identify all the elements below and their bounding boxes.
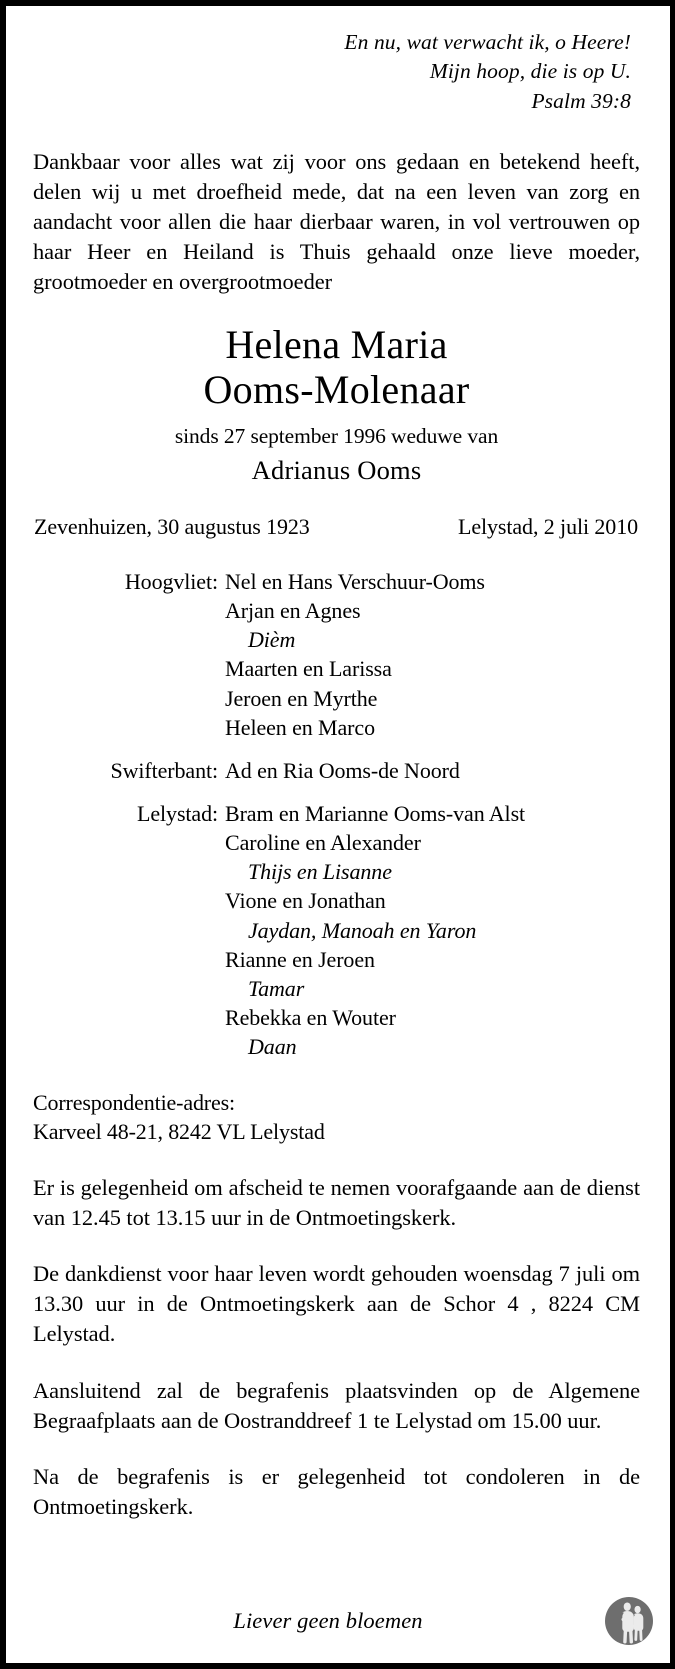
family-member-name: Maarten en Larissa bbox=[225, 656, 392, 682]
family-group bbox=[33, 799, 640, 1061]
flowers-note: Liever geen bloemen bbox=[233, 1608, 423, 1633]
psalm-quote bbox=[33, 28, 640, 116]
family-member-name: Caroline en Alexander bbox=[225, 830, 421, 856]
family-member-name: Rebekka en Wouter bbox=[225, 1004, 396, 1030]
intro-paragraph: Dankbaar voor alles wat zij voor ons gedaan en betekend heeft, delen wij u met droefheid mede, dat na een leven van zorg en aandacht voor allen die haar dierbaar waren, in vol vertrouwen op haar Heer en Heiland is Thuis gehaald onze lieve moeder, grootmoeder en overgrootmoeder bbox=[33, 148, 640, 295]
deceased-surname: Ooms-Molenaar bbox=[203, 367, 470, 413]
obituary-body bbox=[6, 6, 670, 1522]
widow-line: sinds 27 september 1996 weduwe van bbox=[174, 424, 499, 448]
correspondence-address-line: Karveel 48-21, 8242 VL Lelystad bbox=[33, 1119, 325, 1145]
correspondence-address bbox=[33, 1089, 640, 1147]
family-grandchild-name: Jaydan, Manoah en Yaron bbox=[248, 917, 477, 943]
notice-list bbox=[33, 1173, 640, 1522]
family-group bbox=[33, 756, 640, 785]
family-member-name: Jeroen en Myrthe bbox=[225, 685, 378, 711]
family-member-name: Vione en Jonathan bbox=[225, 888, 386, 914]
family-names bbox=[225, 799, 525, 1061]
family-city-label: Lelystad: bbox=[137, 800, 218, 826]
correspondence-label: Correspondentie-adres: bbox=[33, 1090, 235, 1116]
family-group bbox=[33, 567, 640, 742]
psalm-reference: Psalm 39:8 bbox=[531, 89, 631, 114]
deceased-first-names: Helena Maria bbox=[225, 322, 448, 368]
embracing-figures-logo bbox=[602, 1594, 656, 1648]
family-member-name: Nel en Hans Verschuur-Ooms bbox=[225, 569, 485, 594]
family-city-label: Hoogvliet: bbox=[124, 569, 218, 594]
psalm-line-1: En nu, wat verwacht ik, o Heere! bbox=[344, 30, 631, 54]
family-grandchild-name: Thijs en Lisanne bbox=[248, 859, 392, 885]
lifespan-line bbox=[33, 514, 640, 540]
family-grandchild-name: Tamar bbox=[248, 975, 305, 1001]
deceased-name-block bbox=[33, 323, 640, 486]
family-list bbox=[33, 567, 640, 1061]
notice-dankdienst: De dankdienst voor haar leven wordt gehouden woensdag 7 juli om 13.30 uur in de Ontmoetingskerk aan de Schor 4 , 8224 CM Lelystad. bbox=[33, 1261, 640, 1347]
family-grandchild-name: Dièm bbox=[248, 627, 296, 653]
birth-place-date: Zevenhuizen, 30 augustus 1923 bbox=[34, 514, 310, 539]
family-city-label: Swifterbant: bbox=[110, 757, 218, 783]
family-names bbox=[225, 567, 485, 742]
notice-afscheid-nemen: Er is gelegenheid om afscheid te nemen voorafgaande aan de dienst van 12.45 tot 13.15 uur in de Ontmoetingskerk. bbox=[33, 1174, 640, 1230]
notice-condoleren: Na de begrafenis is er gelegenheid tot condoleren in de Ontmoetingskerk. bbox=[33, 1463, 640, 1519]
family-member-name: Arjan en Agnes bbox=[225, 598, 361, 624]
family-member-name: Rianne en Jeroen bbox=[225, 946, 375, 972]
family-member-name: Heleen en Marco bbox=[225, 714, 375, 740]
family-names bbox=[225, 756, 460, 785]
spouse-name: Adrianus Ooms bbox=[251, 455, 422, 485]
death-place-date: Lelystad, 2 juli 2010 bbox=[458, 514, 638, 539]
notice-begrafenis: Aansluitend zal de begrafenis plaatsvinden op de Algemene Begraafplaats aan de Oostranddreef 1 te Lelystad om 15.00 uur. bbox=[33, 1377, 640, 1433]
psalm-line-2: Mijn hoop, die is op U. bbox=[429, 58, 631, 83]
family-member-name: Ad en Ria Ooms-de Noord bbox=[225, 757, 460, 783]
family-member-name: Bram en Marianne Ooms-van Alst bbox=[225, 800, 526, 826]
footer bbox=[6, 1585, 670, 1657]
family-grandchild-name: Daan bbox=[248, 1034, 297, 1060]
